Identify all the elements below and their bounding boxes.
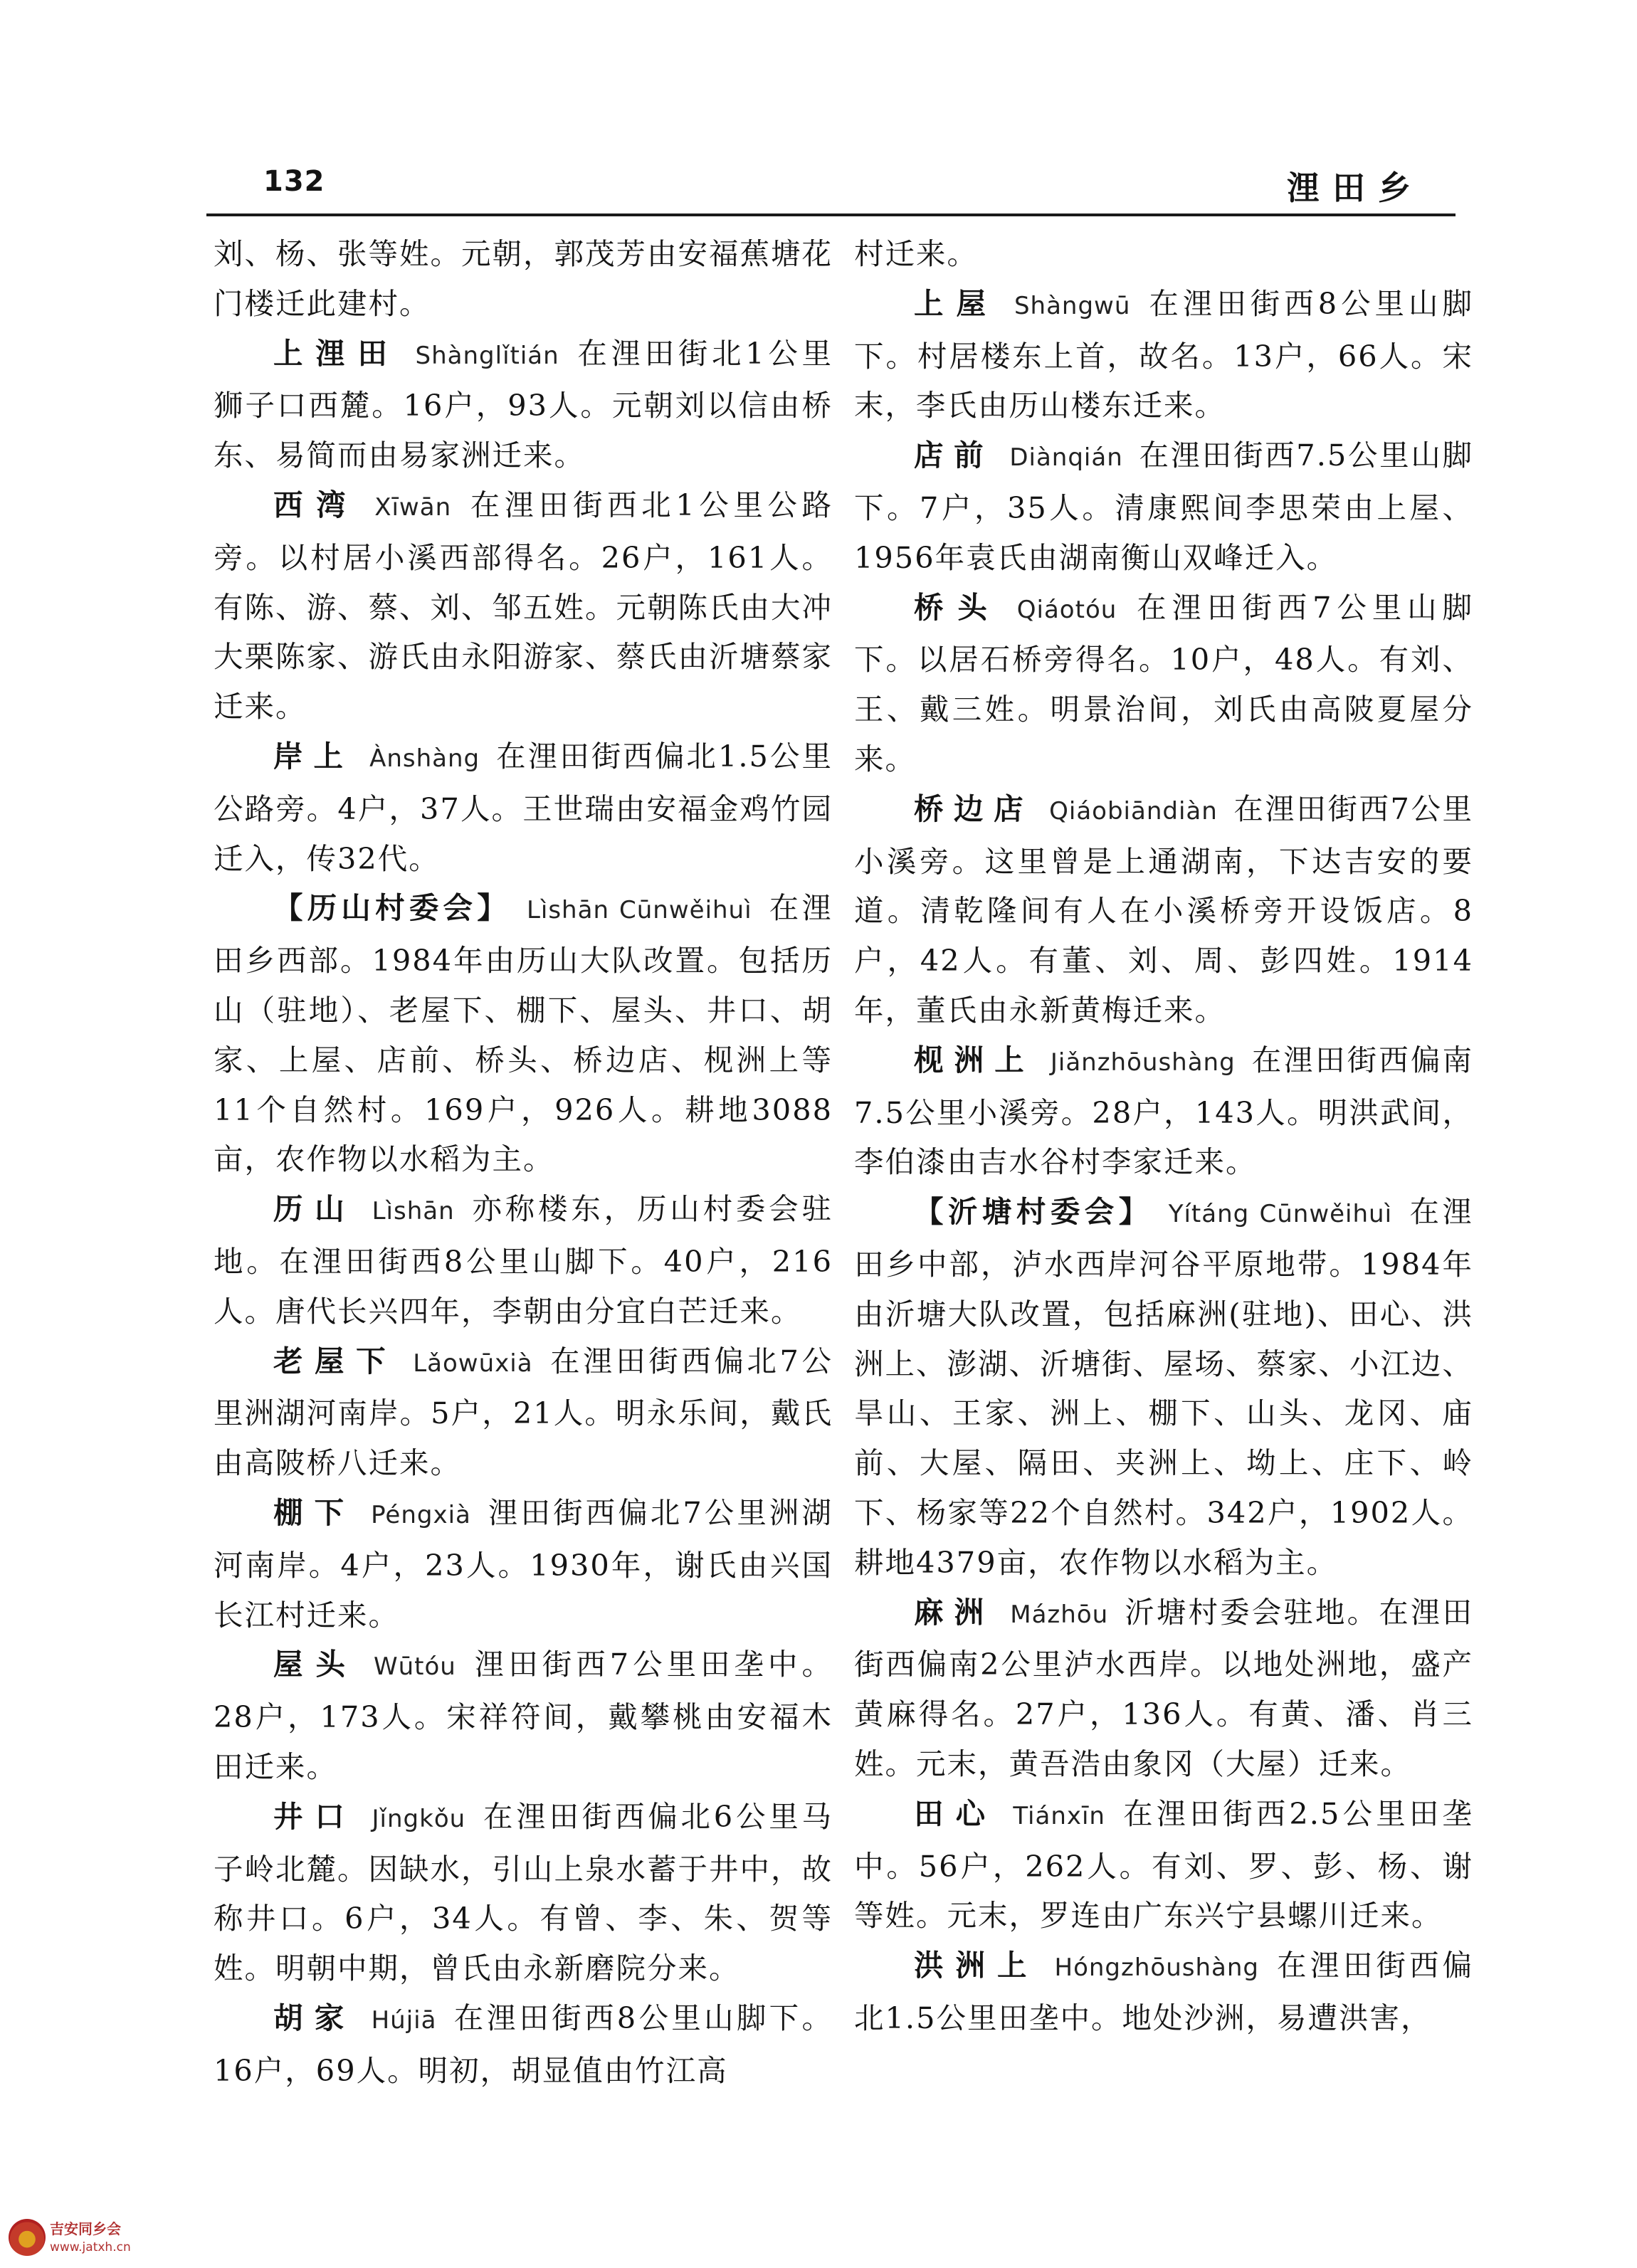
entry-headword: 枧洲上: [914, 1042, 1035, 1077]
village-entry: [854, 279, 1473, 431]
village-entry: [214, 1993, 833, 2096]
entry-headword: 西湾: [273, 487, 359, 522]
entry-pinyin: Hújiā: [371, 2005, 437, 2035]
entry-headword: 店前: [914, 438, 994, 473]
entry-pinyin: Péngxià: [371, 1500, 471, 1529]
committee-entry: [214, 883, 833, 1184]
entry-text: 在浬田街西偏北6公里马子岭北麓。因缺水，引山上泉水蓄于井中，故称井口。6户，34人。有曾、李、朱、贺等姓。明朝中期，曾氏由永新磨院分来。: [214, 1798, 833, 1986]
entry-headword: 胡家: [273, 2000, 356, 2035]
entry-pinyin: Shànglǐtián: [415, 341, 559, 370]
entry-pinyin: Tiánxīn: [1013, 1801, 1105, 1830]
entry-headword: 田心: [914, 1795, 998, 1831]
entry-text: 在浬田街西8公里山脚下。村居楼东上首，故名。13户，66人。宋末，李氏由历山楼东迁来。: [854, 285, 1473, 423]
entry-text: 在浬田乡中部，泸水西岸河谷平原地带。1984年由沂塘大队改置，包括麻洲(驻地)、田心、洪洲上、澎湖、沂塘街、屋场、蔡家、小江边、旱山、王家、洲上、棚下、山头、龙冈、庙前、大屋、隔田、夹洲上、坳上、庄下、岭下、杨家等22个自然村。342户，1902人。耕地4379亩，农作物以水稻为主。: [854, 1194, 1474, 1580]
village-entry: [214, 1640, 833, 1791]
village-entry: [214, 1184, 833, 1336]
village-entry: [854, 1941, 1473, 2043]
entry-pinyin: Lǎowūxià: [413, 1349, 533, 1378]
entry-pinyin: Lìshān: [372, 1197, 455, 1226]
entry-text: 在浬田街西7公里山脚下。以居石桥旁得名。10户，48人。有刘、王、戴三姓。明景治间，刘氏由高陂夏屋分来。: [854, 589, 1473, 776]
entry-pinyin: Jǐngkǒu: [372, 1804, 466, 1833]
entry-pinyin: Jiǎnzhōushàng: [1050, 1048, 1236, 1077]
village-entry: [854, 1035, 1473, 1187]
committee-heading: 【历山村委会】: [273, 890, 511, 926]
entry-pinyin: Mázhōu: [1010, 1600, 1109, 1629]
village-entry: [214, 1336, 833, 1488]
village-entry: [214, 732, 833, 883]
running-title: 浬田乡: [1287, 169, 1423, 207]
entry-text: 浬田街西7公里田垄中。28户，173人。宋祥符间，戴攀桃由安福木田迁来。: [214, 1647, 833, 1784]
entry-pinyin: Wūtóu: [373, 1652, 456, 1682]
continued-text: 村迁来。: [854, 236, 979, 271]
watermark-text: 吉安同乡会: [50, 2220, 121, 2237]
entry-pinyin: Qiáobiāndiàn: [1049, 796, 1218, 826]
entry-headword: 岸上: [273, 738, 354, 774]
entry-headword: 上浬田: [273, 335, 400, 371]
entry-headword: 桥边店: [914, 791, 1034, 826]
entry-text: 在浬田街西8公里山脚下。16户，69人。明初，胡显值由竹江高: [214, 2000, 833, 2088]
entry-headword: 洪洲上: [914, 1948, 1039, 1983]
entry-text: 在浬田街西偏北1.5公里田垄中。地处沙洲，易遭洪害，: [854, 1948, 1473, 2035]
entry-text: 沂塘村委会驻地。在浬田街西偏南2公里泸水西岸。以地处洲地，盛产黄麻得名。27户，136人。有黄、潘、肖三姓。元末，黄吾浩由象冈（大屋）迁来。: [854, 1594, 1473, 1781]
entry-text: 在浬田街西7.5公里山脚下。7户，35人。清康熙间李思荣由上屋、1956年袁氏由湖南衡山双峰迁入。: [854, 438, 1473, 575]
entry-pinyin: Xīwān: [374, 492, 452, 522]
village-entry: [214, 1792, 833, 1993]
left-column: [214, 229, 833, 2095]
village-entry: [854, 784, 1473, 1035]
entry-text: 在浬田街西偏南7.5公里小溪旁。28户，143人。明洪武间，李伯漆由吉水谷村李家迁来。: [854, 1042, 1473, 1180]
village-entry: [854, 1588, 1473, 1789]
entry-headword: 上屋: [914, 285, 999, 321]
village-entry: [854, 583, 1473, 784]
entry-headword: 桥头: [914, 589, 1001, 625]
entry-pinyin: Qiáotóu: [1016, 595, 1117, 624]
entry-text: 亦称楼东，历山村委会驻地。在浬田街西8公里山脚下。40户，216人。唐代长兴四年，李朝由分宜白芒迁来。: [214, 1191, 833, 1329]
entry-pinyin: Lìshān Cūnwěihuì: [526, 896, 752, 925]
entry-headword: 历山: [273, 1191, 357, 1227]
entry-text: 在浬田街西2.5公里田垄中。56户，262人。有刘、罗、彭、杨、谢等姓。元末，罗连由广东兴宁县螺川迁来。: [854, 1795, 1473, 1934]
right-column: [854, 229, 1473, 2043]
watermark-url: www.jatxh.cn: [50, 2240, 131, 2254]
entry-pinyin: Yítáng Cūnwěihuì: [1168, 1200, 1393, 1229]
entry-pinyin: Diànqián: [1009, 443, 1123, 473]
entry-pinyin: Hóngzhōushàng: [1054, 1953, 1259, 1983]
village-entry: [214, 480, 833, 732]
entry-text: 在浬田街西7公里小溪旁。这里曾是上通湖南，下达吉安的要道。清乾隆间有人在小溪桥旁开设饭店。8户，42人。有董、刘、周、彭四姓。1914年，董氏由永新黄梅迁来。: [854, 791, 1473, 1028]
committee-heading: 【沂塘村委会】: [914, 1194, 1153, 1230]
village-entry: [854, 1789, 1473, 1941]
entry-headword: 屋头: [273, 1647, 358, 1682]
entry-headword: 老屋下: [273, 1343, 398, 1378]
entry-headword: 麻洲: [914, 1594, 995, 1630]
page-number: 132: [263, 165, 325, 198]
committee-entry: [854, 1187, 1473, 1587]
continued-text: 刘、杨、张等姓。元朝，郭茂芳由安福蕉塘花门楼迁此建村。: [214, 236, 833, 321]
village-entry: [214, 1488, 833, 1640]
emblem-icon: [9, 2219, 46, 2256]
entry-headword: 棚下: [273, 1494, 356, 1530]
entry-text: 浬田街西偏北7公里洲湖河南岸。4户，23人。1930年，谢氏由兴国长江村迁来。: [214, 1494, 833, 1633]
entry-text: 在浬田街西偏北7公里洲湖河南岸。5户，21人。明永乐间，戴氏由高陂桥八迁来。: [214, 1343, 833, 1481]
village-entry: [214, 329, 833, 480]
entry-text: 在浬田乡西部。1984年由历山大队改置。包括历山（驻地）、老屋下、棚下、屋头、井口、胡家、上屋、店前、桥头、桥边店、枧洲上等11个自然村。169户，926人。耕地3088亩，农作物以水稻为主。: [214, 890, 833, 1177]
watermark: [7, 2216, 171, 2266]
entry-text: 在浬田街西偏北1.5公里公路旁。4户，37人。王世瑞由安福金鸡竹园迁入，传32代。: [214, 738, 833, 876]
entry-pinyin: Shàngwū: [1014, 291, 1131, 320]
header-rule: [206, 213, 1456, 216]
entry-pinyin: Ànshàng: [369, 744, 480, 773]
entry-headword: 井口: [273, 1798, 357, 1834]
entry-text: 在浬田街西北1公里公路旁。以村居小溪西部得名。26户，161人。有陈、游、蔡、刘、邹五姓。元朝陈氏由大冲大栗陈家、游氏由永阳游家、蔡氏由沂塘蔡家迁来。: [214, 487, 833, 724]
entry-text: 在浬田街北1公里狮子口西麓。16户，93人。元朝刘以信由桥东、易简而由易家洲迁来。: [214, 335, 833, 473]
village-entry: [854, 431, 1473, 582]
